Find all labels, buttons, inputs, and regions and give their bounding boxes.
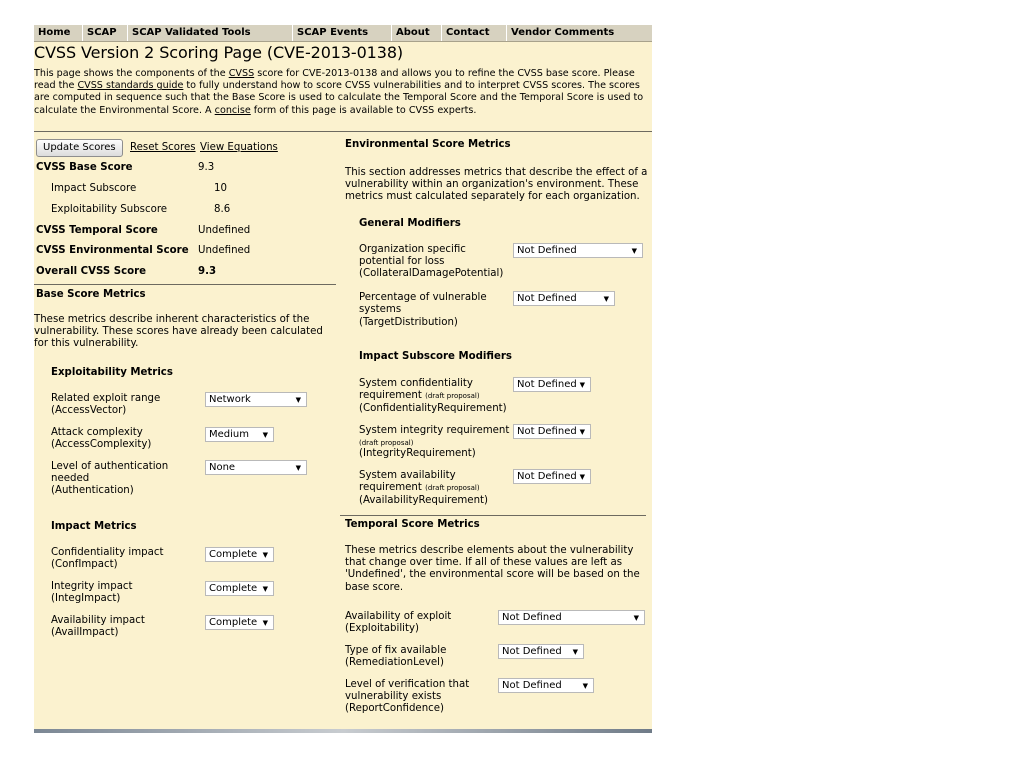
- cr-label: System confidentiality: [359, 378, 473, 389]
- access-vector-code: (AccessVector): [51, 405, 127, 416]
- report-confidence-label-2: vulnerability exists: [345, 691, 442, 702]
- select-value: Not Defined: [517, 245, 577, 256]
- ir-select[interactable]: [513, 424, 591, 439]
- avail-impact-label: Availability impact: [51, 615, 145, 626]
- dropdown-arrow-icon: ▼: [579, 473, 585, 481]
- select-value: Network: [209, 394, 251, 405]
- nav-scap-events[interactable]: SCAP Events: [292, 25, 391, 41]
- select-value: None: [209, 462, 236, 473]
- dropdown-arrow-icon: ▼: [262, 585, 268, 593]
- temporal-metrics-heading: Temporal Score Metrics: [345, 519, 480, 530]
- exploitability-select[interactable]: [498, 610, 645, 625]
- cr-code: (ConfidentialityRequirement): [359, 403, 507, 414]
- intro-text: [34, 68, 652, 117]
- conf-impact-code: (ConfImpact): [51, 559, 118, 570]
- cvss-link[interactable]: CVSS: [228, 68, 255, 79]
- ar-select[interactable]: [513, 469, 591, 484]
- environmental-metrics-description: This section addresses metrics that describe the effect of a vulnerability within an organization's environment. These metrics must calculated separately for each organization.: [345, 167, 648, 203]
- access-vector-label: Related exploit range: [51, 393, 161, 404]
- exploitability-subscore-value: 8.6: [214, 204, 231, 215]
- cr-label-text: requirement: [359, 390, 422, 401]
- dropdown-arrow-icon: ▼: [582, 682, 588, 690]
- ar-code: (AvailabilityRequirement): [359, 495, 488, 506]
- exploitability-subscore-label: Exploitability Subscore: [51, 204, 168, 215]
- general-modifiers-heading: General Modifiers: [359, 218, 461, 229]
- access-complexity-select[interactable]: [205, 427, 274, 442]
- dropdown-arrow-icon: ▼: [603, 295, 609, 303]
- integ-impact-label: Integrity impact: [51, 581, 133, 592]
- base-score-value: 9.3: [198, 162, 215, 173]
- cdp-select[interactable]: [513, 243, 643, 258]
- top-nav: [34, 25, 652, 42]
- base-metrics-description: These metrics describe inherent characteristics of the vulnerability. These scores have already been calculated for this vulnerability.: [34, 314, 323, 350]
- impact-subscore-label: Impact Subscore: [51, 183, 137, 194]
- remediation-level-select[interactable]: [498, 644, 584, 659]
- page-title: CVSS Version 2 Scoring Page (CVE-2013-0138): [34, 43, 404, 62]
- concise-link[interactable]: concise: [214, 104, 251, 116]
- dropdown-arrow-icon: ▼: [572, 648, 578, 656]
- select-value: Not Defined: [517, 293, 577, 304]
- nav-vendor-comments[interactable]: Vendor Comments: [506, 25, 652, 41]
- avail-impact-code: (AvailImpact): [51, 627, 119, 638]
- reset-scores-link[interactable]: Reset Scores: [130, 142, 196, 153]
- authentication-label-2: needed: [51, 473, 90, 484]
- select-value: Not Defined: [502, 680, 562, 691]
- environmental-metrics-heading: Environmental Score Metrics: [345, 139, 511, 150]
- authentication-label: Level of authentication: [51, 461, 169, 472]
- nav-scap[interactable]: SCAP: [82, 25, 127, 41]
- report-confidence-select[interactable]: [498, 678, 594, 693]
- report-confidence-label: Level of verification that: [345, 679, 470, 690]
- cdp-code: (CollateralDamagePotential): [359, 268, 504, 279]
- nav-contact[interactable]: Contact: [441, 25, 506, 41]
- select-value: Not Defined: [502, 646, 562, 657]
- exploitability-label: Availability of exploit: [345, 611, 452, 622]
- draft-proposal-note: (draft proposal): [425, 392, 480, 400]
- ar-label-text: requirement: [359, 482, 422, 493]
- dropdown-arrow-icon: ▼: [262, 431, 268, 439]
- exploitability-code: (Exploitability): [345, 623, 419, 634]
- intro-part: score for CVE-2013-0138 and allows you to refine the CVSS base score. Please read the: [34, 68, 635, 92]
- temporal-score-value: Undefined: [198, 225, 251, 236]
- base-score-label: CVSS Base Score: [36, 162, 133, 173]
- dropdown-arrow-icon: ▼: [295, 396, 301, 404]
- overall-score-label: Overall CVSS Score: [36, 266, 147, 277]
- draft-proposal-note: (draft proposal): [425, 484, 480, 492]
- dropdown-arrow-icon: ▼: [579, 381, 585, 389]
- divider: [34, 131, 652, 132]
- avail-impact-select[interactable]: [205, 615, 274, 630]
- td-label-2: systems: [359, 304, 402, 315]
- impact-metrics-heading: Impact Metrics: [51, 521, 137, 532]
- intro-part: This page shows the components of the: [34, 68, 229, 79]
- draft-proposal-note: (draft proposal): [359, 439, 414, 447]
- cdp-label-2: potential for loss: [359, 256, 445, 267]
- select-value: Complete: [209, 549, 258, 560]
- remediation-level-label: Type of fix available: [345, 645, 447, 656]
- dropdown-arrow-icon: ▼: [633, 614, 639, 622]
- authentication-code: (Authentication): [51, 485, 134, 496]
- select-value: Complete: [209, 583, 258, 594]
- ar-label-2: [359, 482, 480, 494]
- integ-impact-code: (IntegImpact): [51, 593, 121, 604]
- select-value: Not Defined: [517, 426, 577, 437]
- overall-score-value: 9.3: [198, 266, 217, 277]
- report-confidence-code: (ReportConfidence): [345, 703, 444, 714]
- divider: [340, 515, 646, 516]
- td-select[interactable]: [513, 291, 615, 306]
- exploitability-metrics-heading: Exploitability Metrics: [51, 367, 173, 378]
- temporal-score-label: CVSS Temporal Score: [36, 225, 158, 236]
- select-value: Not Defined: [517, 379, 577, 390]
- intro-part: form of this page is available to CVSS experts.: [250, 104, 477, 116]
- dropdown-arrow-icon: ▼: [631, 247, 637, 255]
- cvss-guide-link[interactable]: CVSS standards guide: [77, 80, 184, 92]
- ir-code: (IntegrityRequirement): [359, 448, 476, 459]
- nav-about[interactable]: About: [391, 25, 441, 41]
- select-value: Not Defined: [502, 612, 562, 623]
- access-complexity-code: (AccessComplexity): [51, 439, 152, 450]
- select-value: Not Defined: [517, 471, 577, 482]
- td-code: (TargetDistribution): [359, 317, 458, 328]
- view-equations-link[interactable]: View Equations: [200, 142, 278, 153]
- update-scores-button[interactable]: Update Scores: [36, 139, 123, 157]
- authentication-select[interactable]: [205, 460, 307, 475]
- remediation-level-code: (RemediationLevel): [345, 657, 444, 668]
- nav-scap-validated-tools[interactable]: SCAP Validated Tools: [127, 25, 292, 41]
- access-vector-select[interactable]: [205, 392, 307, 407]
- divider: [34, 284, 336, 285]
- impact-subscore-value: 10: [214, 183, 227, 194]
- base-metrics-heading: Base Score Metrics: [36, 289, 146, 300]
- environmental-score-value: Undefined: [198, 245, 251, 256]
- conf-impact-label: Confidentiality impact: [51, 547, 164, 558]
- select-value: Complete: [209, 617, 258, 628]
- intro-part: to fully understand how to score CVSS vulnerabilities and to interpret CVSS scores. The scores are computed in sequence such that the Base Score is used to calculate the Temporal Score and the Temporal Score is used to calculate the Environmental Score. A: [34, 80, 644, 116]
- temporal-metrics-description: These metrics describe elements about the vulnerability that change over time. If all of these values are left as 'Undefined', the environmental score will be based on the base score.: [345, 545, 640, 593]
- impact-subscore-modifiers-heading: Impact Subscore Modifiers: [359, 351, 512, 362]
- dropdown-arrow-icon: ▼: [579, 428, 585, 436]
- access-complexity-label: Attack complexity: [51, 427, 143, 438]
- conf-impact-select[interactable]: [205, 547, 274, 562]
- ar-label: System availability: [359, 470, 456, 481]
- environmental-score-label: CVSS Environmental Score: [36, 245, 189, 256]
- integ-impact-select[interactable]: [205, 581, 274, 596]
- dropdown-arrow-icon: ▼: [262, 551, 268, 559]
- bottom-border: [34, 729, 652, 733]
- cr-label-2: [359, 390, 480, 402]
- dropdown-arrow-icon: ▼: [262, 619, 268, 627]
- dropdown-arrow-icon: ▼: [295, 464, 301, 472]
- cdp-label: Organization specific: [359, 244, 466, 255]
- td-label: Percentage of vulnerable: [359, 292, 487, 303]
- nav-home[interactable]: Home: [38, 27, 71, 38]
- select-value: Medium: [209, 429, 249, 440]
- cvss-page: [34, 25, 652, 733]
- ir-label: System integrity requirement: [359, 425, 510, 436]
- cr-select[interactable]: [513, 377, 591, 392]
